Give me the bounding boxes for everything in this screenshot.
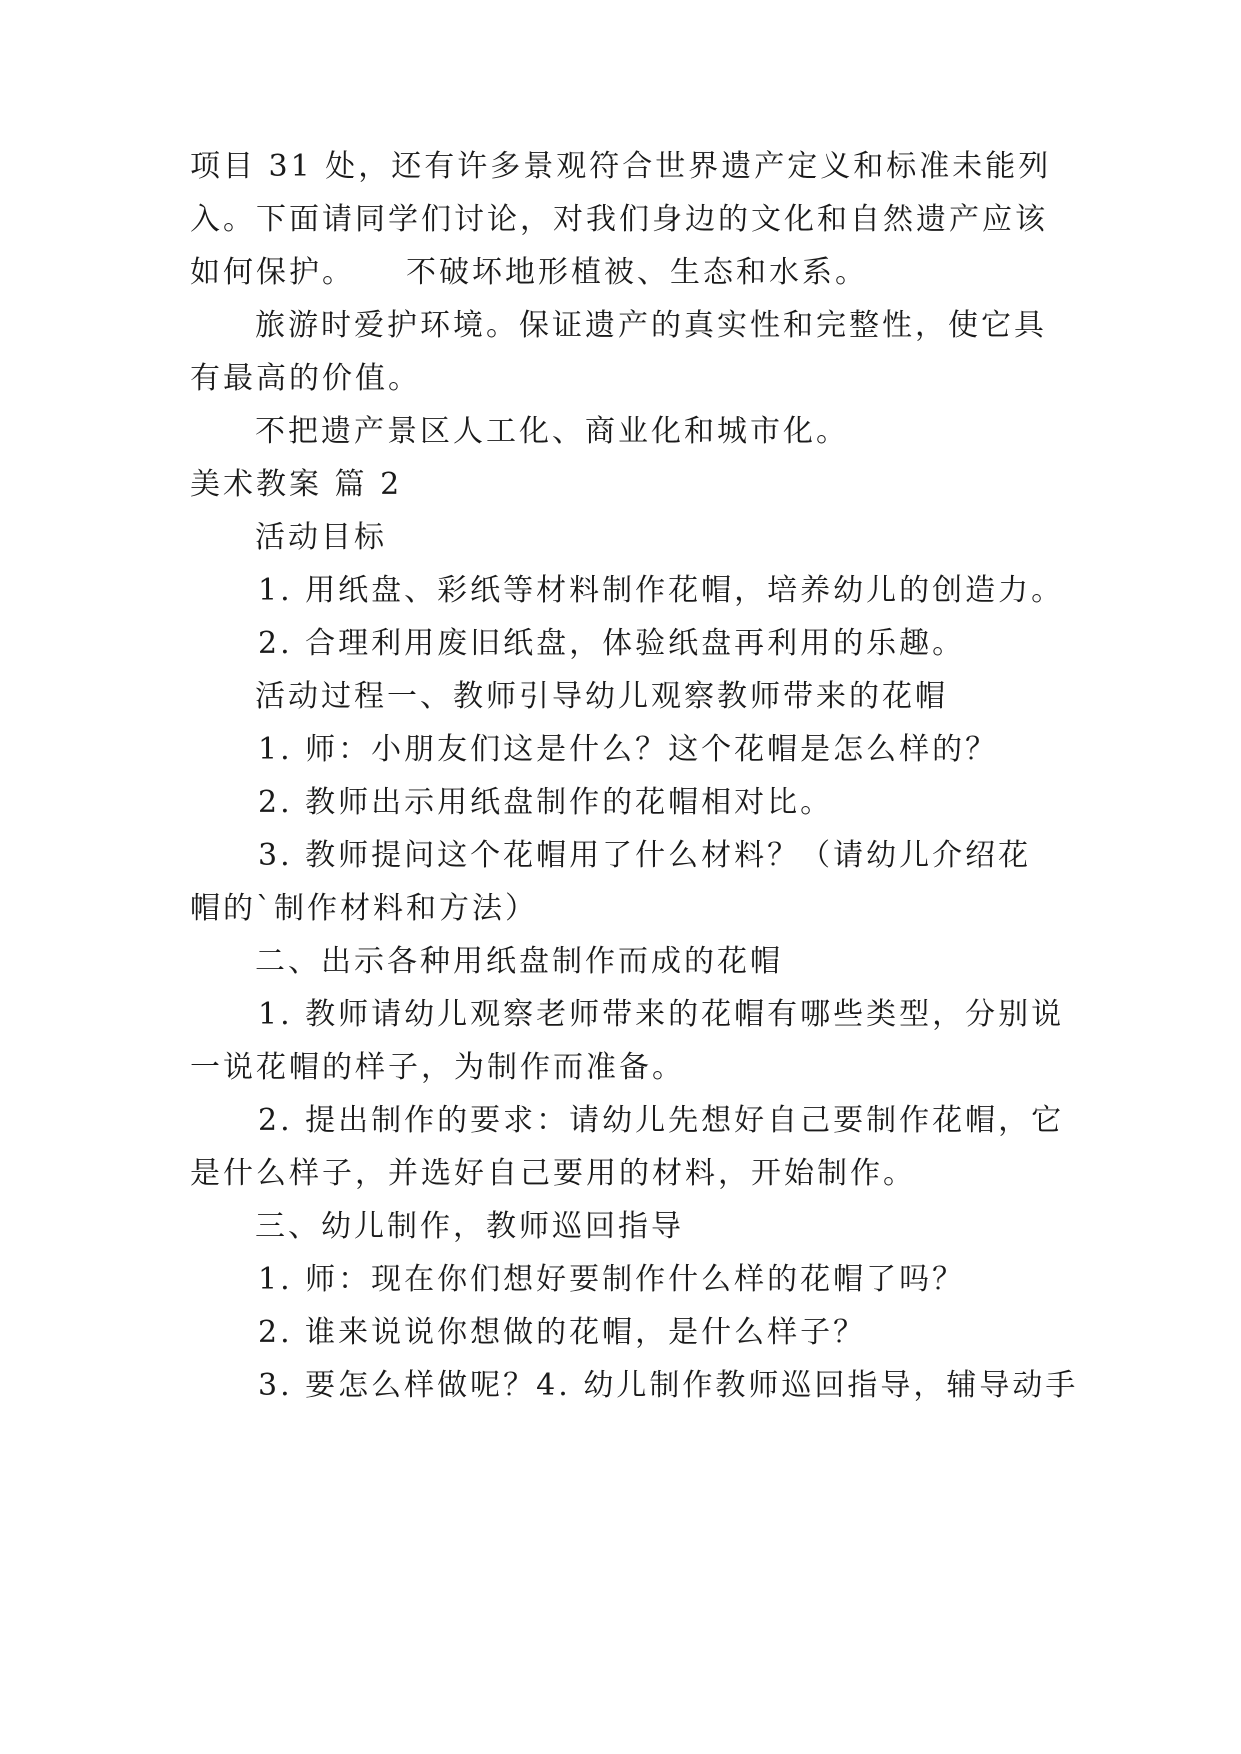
list-item: 2. 合理利用废旧纸盘，体验纸盘再利用的乐趣。 — [258, 626, 966, 661]
list-item: 2. 谁来说说你想做的花帽，是什么样子？ — [258, 1315, 867, 1350]
list-item: 3. 要怎么样做呢？4. 幼儿制作教师巡回指导，辅导动手 — [258, 1368, 1079, 1403]
paragraph-line: 项目 31 处，还有许多景观符合世界遗产定义和标准未能列 — [190, 149, 1052, 184]
list-item: 1. 用纸盘、彩纸等材料制作花帽，培养幼儿的创造力。 — [258, 573, 1065, 608]
paragraph-line: 入。下面请同学们讨论，对我们身边的文化和自然遗产应该 — [190, 202, 1048, 237]
list-item: 1. 师：小朋友们这是什么？这个花帽是怎么样的？ — [258, 732, 999, 767]
subsection-heading: 活动目标 — [255, 520, 387, 555]
list-item: 1. 师：现在你们想好要制作什么样的花帽了吗？ — [258, 1262, 966, 1297]
paragraph-line: 是什么样子，并选好自己要用的材料，开始制作。 — [190, 1156, 916, 1191]
subsection-heading: 二、出示各种用纸盘制作而成的花帽 — [255, 944, 783, 979]
list-item: 3. 教师提问这个花帽用了什么材料？（请幼儿介绍花 — [258, 838, 1032, 873]
paragraph-line: 不把遗产景区人工化、商业化和城市化。 — [255, 414, 849, 449]
paragraph-line: 帽的`制作材料和方法） — [190, 891, 538, 926]
list-item: 2. 提出制作的要求：请幼儿先想好自己要制作花帽，它 — [258, 1103, 1065, 1138]
subsection-heading: 活动过程一、教师引导幼儿观察教师带来的花帽 — [255, 679, 948, 714]
list-item: 2. 教师出示用纸盘制作的花帽相对比。 — [258, 785, 834, 820]
subsection-heading: 三、幼儿制作，教师巡回指导 — [255, 1209, 684, 1244]
list-item: 1. 教师请幼儿观察老师带来的花帽有哪些类型，分别说 — [258, 997, 1065, 1032]
paragraph-line: 一说花帽的样子，为制作而准备。 — [190, 1050, 685, 1085]
section-heading: 美术教案 篇 2 — [190, 467, 403, 502]
paragraph-line: 旅游时爱护环境。保证遗产的真实性和完整性，使它具 — [255, 308, 1047, 343]
paragraph-line: 如何保护。 不破坏地形植被、生态和水系。 — [190, 255, 868, 290]
paragraph-line: 有最高的价值。 — [190, 361, 421, 396]
